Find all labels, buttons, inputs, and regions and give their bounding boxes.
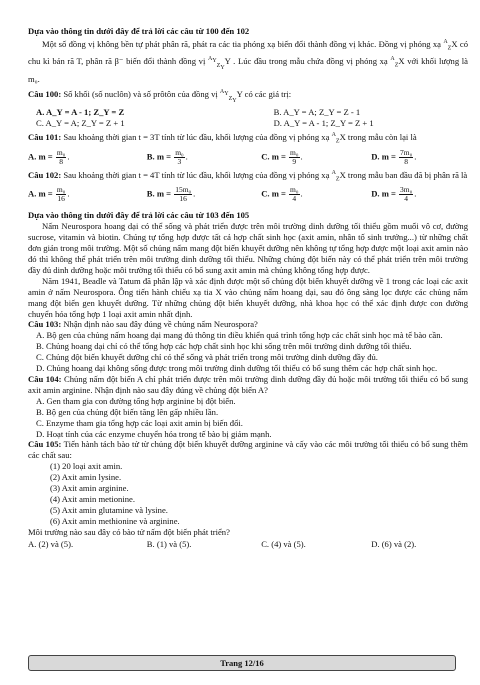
q102-option-d[interactable]: D. m = $\frac{\text{3m₀}}{4}$ . — [371, 185, 417, 204]
q104-option-a[interactable]: A. Gen tham gia con đường tổng hợp arginine bị đột biến. — [36, 395, 236, 406]
document-page — [28, 26, 468, 551]
paragraph-isotope: Một số đồng vị không bền tự phát phân rã, phát ra các tia phóng xạ biến đổi thành đồng vị khác. Đồng vị phóng xạ $^A_Z$X có chu kì bán rã T, phân rã β⁻ biến đổi thành đồng vị $^{A_Y}_{Z_Y}$Y . Lúc đầu trong mẫu chứa đồng vị phóng xạ $^A_Z$X với khối lượng là m₀. — [28, 38, 468, 85]
q103-option-c[interactable]: C. Chủng đột biến khuyết dưỡng chỉ có thể sống và phát triển trong môi trường dinh dưỡng đầy đủ. — [36, 352, 378, 363]
q105-options — [28, 539, 468, 550]
q105-item-5: (5) Axit amin glutamine và lysine. — [50, 504, 168, 515]
page-footer: Trang 12/16 — [28, 655, 456, 671]
q105-item-1: (1) 20 loại axit amin. — [50, 461, 123, 472]
paragraph-beadle-tatum: Năm 1941, Beadle và Tatum đã phân lập và xác định được một số chủng đột biến khuyết dưỡng về 1 trong các loại các axit amin ở nấm Neurospora. Ông tiến hành chiếu xạ tia X vào chủng nấm hoang dại, sau đó ông sàng lọc được các chủng nấm mang đột biến gen khuyết dưỡng. Từ những chủng đột biến khuyết dưỡng, nhà khoa học có thể xác định được con đường chuyển hóa tổng hợp 1 loại axit amin nhất định. — [28, 275, 468, 319]
q105-item-4: (4) Axit amin metionine. — [50, 493, 135, 504]
q105-item-2: (2) Axit amin lysine. — [50, 472, 122, 483]
q103-option-d[interactable]: D. Chủng hoang dại không sống được trong môi trường dinh dưỡng tối thiểu có bổ sung thêm các hợp chất sinh học. — [36, 363, 438, 374]
q101-option-c[interactable]: C. m = $\frac{\text{m₀}}{9}$ . — [261, 147, 303, 166]
q104-option-b[interactable]: B. Bộ gen của chủng đột biến tăng lên gấp nhiều lần. — [36, 406, 219, 417]
q101-option-d[interactable]: D. m = $\frac{\text{7m₀}}{8}$ . — [371, 147, 417, 166]
q100-option-c[interactable]: C. A_Y = A; Z_Y = Z + 1 — [36, 117, 125, 128]
q102-option-c[interactable]: C. m = $\frac{\text{m₀}}{4}$ . — [261, 185, 303, 204]
question-100: Câu 100: Số khối (số nuclôn) và số prôtôn của đồng vị $^{A_Y}_{Z_Y}$Y có các giá trị: — [28, 88, 292, 104]
question-104: Câu 104: Chủng nấm đột biến A chỉ phát triển được trên môi trường dinh dưỡng đầy đủ hoặc môi trường tối thiểu có bổ sung axit amin arginine. Nhận định nào sau đây đúng về chủng đột biến A? — [28, 374, 468, 395]
section-intro-100-102: Dựa vào thông tin dưới đây để trả lời các câu từ 100 đến 102 — [28, 26, 250, 36]
q100-option-a[interactable]: A. A_Y = A - 1; Z_Y = Z — [36, 106, 125, 117]
paragraph-neurospora: Nấm Neurospora hoang dại có thể sống và phát triển được trên môi trường dinh dưỡng tối thiểu gồm muối vô cơ, đường sucrose, vitamin và biotin. Chúng tự tổng hợp được tất cả hợp chất sinh học (axit amin, nhân tố sinh trưởng...) từ những chất đơn giản trong môi trường. Một số chủng nấm mang đột biến khuyết dưỡng nên không tự tổng hợp được một loại axit amin nào đó thì không thể phát triển trên môi trường dinh dưỡng tối thiểu. Những chủng đột biến này có thể phát triển trên môi trường đầy đủ dinh dưỡng hoặc môi trường tối thiểu có bổ sung axit amin mà chủng không tổng hợp được. — [28, 221, 468, 275]
q100-option-d[interactable]: D. A_Y = A - 1; Z_Y = Z + 1 — [273, 117, 374, 128]
q105-item-6: (6) Axit amin methionine và arginine. — [50, 515, 180, 526]
q105-option-a[interactable]: A. (2) và (5). — [28, 538, 74, 549]
q105-option-b[interactable]: B. (1) và (5). — [146, 538, 192, 549]
q104-option-c[interactable]: C. Enzyme tham gia tổng hợp các loại axit amin bị biến đổi. — [36, 417, 243, 428]
q100-option-b[interactable]: B. A_Y = A; Z_Y = Z - 1 — [273, 106, 361, 117]
q103-option-b[interactable]: B. Chủng hoang dại chỉ có thể tổng hợp các hợp chất sinh học khi sống trên môi trường dinh dưỡng tối thiểu. — [36, 341, 412, 352]
question-105: Câu 105: Tiến hành tách bào tử từ chủng đột biến khuyết dưỡng arginine và cấy vào các môi trường tối thiểu có bổ sung thêm các chất sau: — [28, 439, 468, 461]
q101-option-b[interactable]: B. m = $\frac{\text{m₀}}{3}$ . — [146, 147, 188, 166]
q105-option-d[interactable]: D. (6) và (2). — [371, 538, 417, 549]
q101-option-a[interactable]: A. m = $\frac{\text{m₀}}{8}$ . — [28, 147, 70, 166]
question-102: Câu 102: Sau khoảng thời gian t = 4T tính từ lúc đầu, khối lượng của đồng vị phóng xạ $^A_Z$X trong mẫu ban đầu đã bị phân rã là — [28, 169, 468, 183]
q105-item-3: (3) Axit amin arginine. — [50, 483, 129, 494]
section-intro-103-105: Dựa vào thông tin dưới đây để trả lời các câu từ 103 đến 105 — [28, 210, 250, 221]
q102-option-a[interactable]: A. m = $\frac{\text{m₀}}{16}$ . — [28, 185, 70, 204]
q105-substance-list — [28, 461, 468, 526]
q104-option-d[interactable]: D. Hoạt tính của các enzyme chuyển hóa trong tế bào bị giảm mạnh. — [36, 428, 272, 439]
q102-options — [28, 186, 468, 203]
q102-option-b[interactable]: B. m = $\frac{\text{15m₀}}{16}$ . — [146, 185, 196, 204]
q103-option-a[interactable]: A. Bộ gen của chủng nấm hoang dại mang đủ thông tin điều khiển quá trình tổng hợp các chất sinh học mà tế bào cần. — [36, 330, 443, 341]
q105-option-c[interactable]: C. (4) và (5). — [261, 538, 306, 549]
question-101: Câu 101: Sau khoảng thời gian t = 3T tính từ lúc đầu, khối lượng của đồng vị phóng xạ $^A_Z$X trong mẫu còn lại là — [28, 132, 417, 146]
question-103: Câu 103: Nhận định nào sau đây đúng về chủng nấm Neurospora? — [28, 319, 258, 330]
q105-ask: Môi trường nào sau đây có bào tử nấm đột biến phát triển? — [28, 526, 230, 537]
q101-options — [28, 149, 468, 166]
